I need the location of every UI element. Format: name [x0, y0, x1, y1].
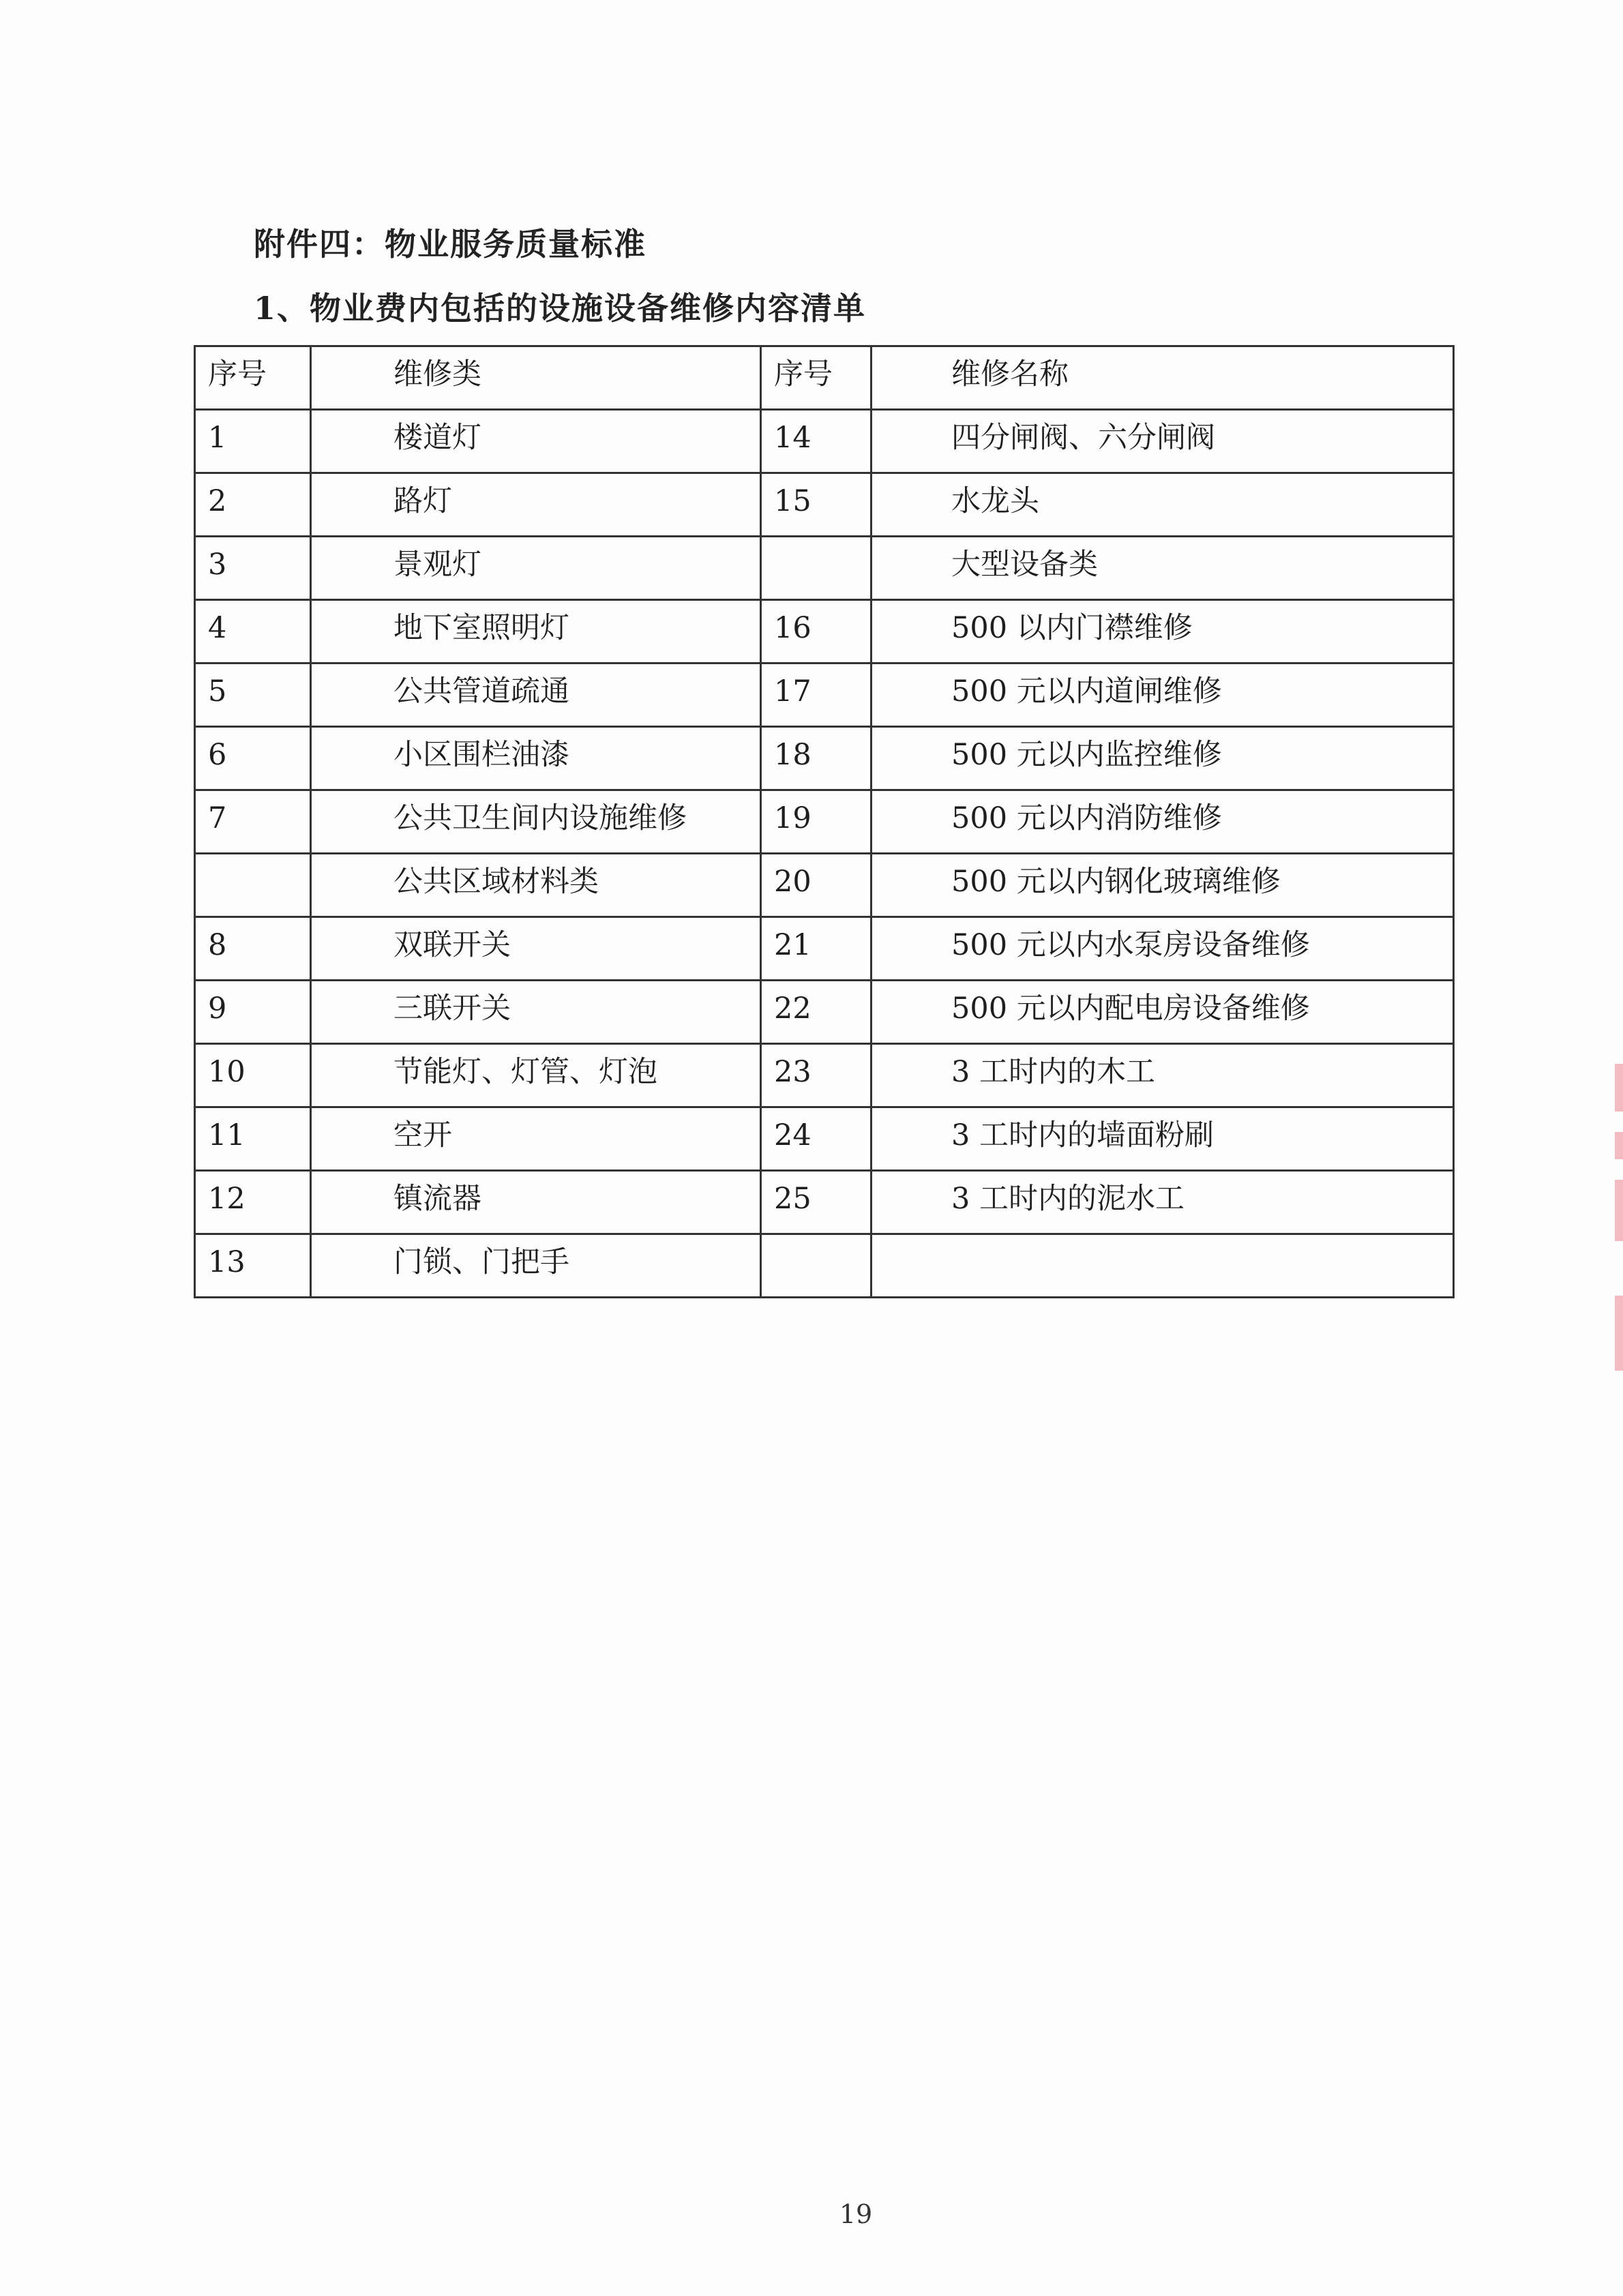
table-row — [195, 1107, 1454, 1171]
cell-serial: 5 — [195, 664, 311, 727]
cell-serial: 24 — [761, 1107, 872, 1171]
cell-category: 景观灯 — [311, 537, 761, 600]
table-row — [195, 537, 1454, 600]
cell-serial: 16 — [761, 600, 872, 664]
cell-category: 三联开关 — [311, 981, 761, 1044]
cell-item-name: 3 工时内的木工 — [872, 1044, 1454, 1107]
table-row — [195, 917, 1454, 981]
cell-serial: 15 — [761, 473, 872, 537]
cell-serial: 11 — [195, 1107, 311, 1171]
cell-item-name — [872, 1234, 1454, 1298]
cell-item-name: 500 以内门襟维修 — [872, 600, 1454, 664]
cell-category: 双联开关 — [311, 917, 761, 981]
cell-serial: 20 — [761, 854, 872, 917]
cell-category: 节能灯、灯管、灯泡 — [311, 1044, 761, 1107]
cell-serial — [761, 1234, 872, 1298]
stamp-edge-mark — [1615, 1064, 1623, 1112]
cell-category: 门锁、门把手 — [311, 1234, 761, 1298]
cell-serial: 4 — [195, 600, 311, 664]
cell-item-name: 500 元以内监控维修 — [872, 727, 1454, 790]
cell-serial: 23 — [761, 1044, 872, 1107]
table-row — [195, 981, 1454, 1044]
table-row — [195, 473, 1454, 537]
table-header-row — [195, 346, 1454, 410]
cell-serial: 9 — [195, 981, 311, 1044]
table-row — [195, 410, 1454, 473]
table-row — [195, 1044, 1454, 1107]
header-serial-left: 序号 — [195, 346, 311, 410]
cell-serial: 7 — [195, 790, 311, 854]
cell-item-name: 大型设备类 — [872, 537, 1454, 600]
cell-category: 地下室照明灯 — [311, 600, 761, 664]
cell-serial: 13 — [195, 1234, 311, 1298]
cell-item-name: 3 工时内的墙面粉刷 — [872, 1107, 1454, 1171]
cell-serial: 19 — [761, 790, 872, 854]
table-row — [195, 854, 1454, 917]
cell-item-name: 500 元以内道闸维修 — [872, 664, 1454, 727]
cell-serial: 12 — [195, 1171, 311, 1234]
attachment-title: 附件四：物业服务质量标准 — [254, 226, 646, 263]
cell-category: 楼道灯 — [311, 410, 761, 473]
repair-items-table — [194, 345, 1455, 1298]
cell-item-name: 500 元以内配电房设备维修 — [872, 981, 1454, 1044]
cell-category: 路灯 — [311, 473, 761, 537]
cell-item-name: 500 元以内水泵房设备维修 — [872, 917, 1454, 981]
cell-item-name: 水龙头 — [872, 473, 1454, 537]
header-category: 维修类 — [311, 346, 761, 410]
cell-item-name: 四分闸阀、六分闸阀 — [872, 410, 1454, 473]
cell-serial: 1 — [195, 410, 311, 473]
cell-item-name: 3 工时内的泥水工 — [872, 1171, 1454, 1234]
cell-category: 空开 — [311, 1107, 761, 1171]
cell-serial — [761, 537, 872, 600]
table-row — [195, 1234, 1454, 1298]
stamp-edge-mark — [1615, 1132, 1623, 1159]
cell-item-name: 500 元以内消防维修 — [872, 790, 1454, 854]
cell-serial: 14 — [761, 410, 872, 473]
page-number: 19 — [839, 2199, 873, 2229]
cell-serial: 2 — [195, 473, 311, 537]
cell-serial: 22 — [761, 981, 872, 1044]
header-serial-right: 序号 — [761, 346, 872, 410]
cell-serial: 6 — [195, 727, 311, 790]
stamp-edge-mark — [1615, 1180, 1623, 1241]
cell-serial: 25 — [761, 1171, 872, 1234]
cell-category: 小区围栏油漆 — [311, 727, 761, 790]
section-title: 1、物业费内包括的设施设备维修内容清单 — [254, 290, 867, 327]
cell-category: 镇流器 — [311, 1171, 761, 1234]
cell-serial: 21 — [761, 917, 872, 981]
cell-category: 公共卫生间内设施维修 — [311, 790, 761, 854]
cell-category: 公共管道疏通 — [311, 664, 761, 727]
cell-serial: 10 — [195, 1044, 311, 1107]
table-row — [195, 600, 1454, 664]
cell-serial: 18 — [761, 727, 872, 790]
cell-category: 公共区域材料类 — [311, 854, 761, 917]
header-item-name: 维修名称 — [872, 346, 1454, 410]
cell-serial: 17 — [761, 664, 872, 727]
table-row — [195, 790, 1454, 854]
cell-serial: 8 — [195, 917, 311, 981]
stamp-edge-mark — [1615, 1296, 1623, 1371]
cell-item-name: 500 元以内钢化玻璃维修 — [872, 854, 1454, 917]
table-row — [195, 727, 1454, 790]
table-row — [195, 664, 1454, 727]
table-row — [195, 1171, 1454, 1234]
cell-serial — [195, 854, 311, 917]
cell-serial: 3 — [195, 537, 311, 600]
